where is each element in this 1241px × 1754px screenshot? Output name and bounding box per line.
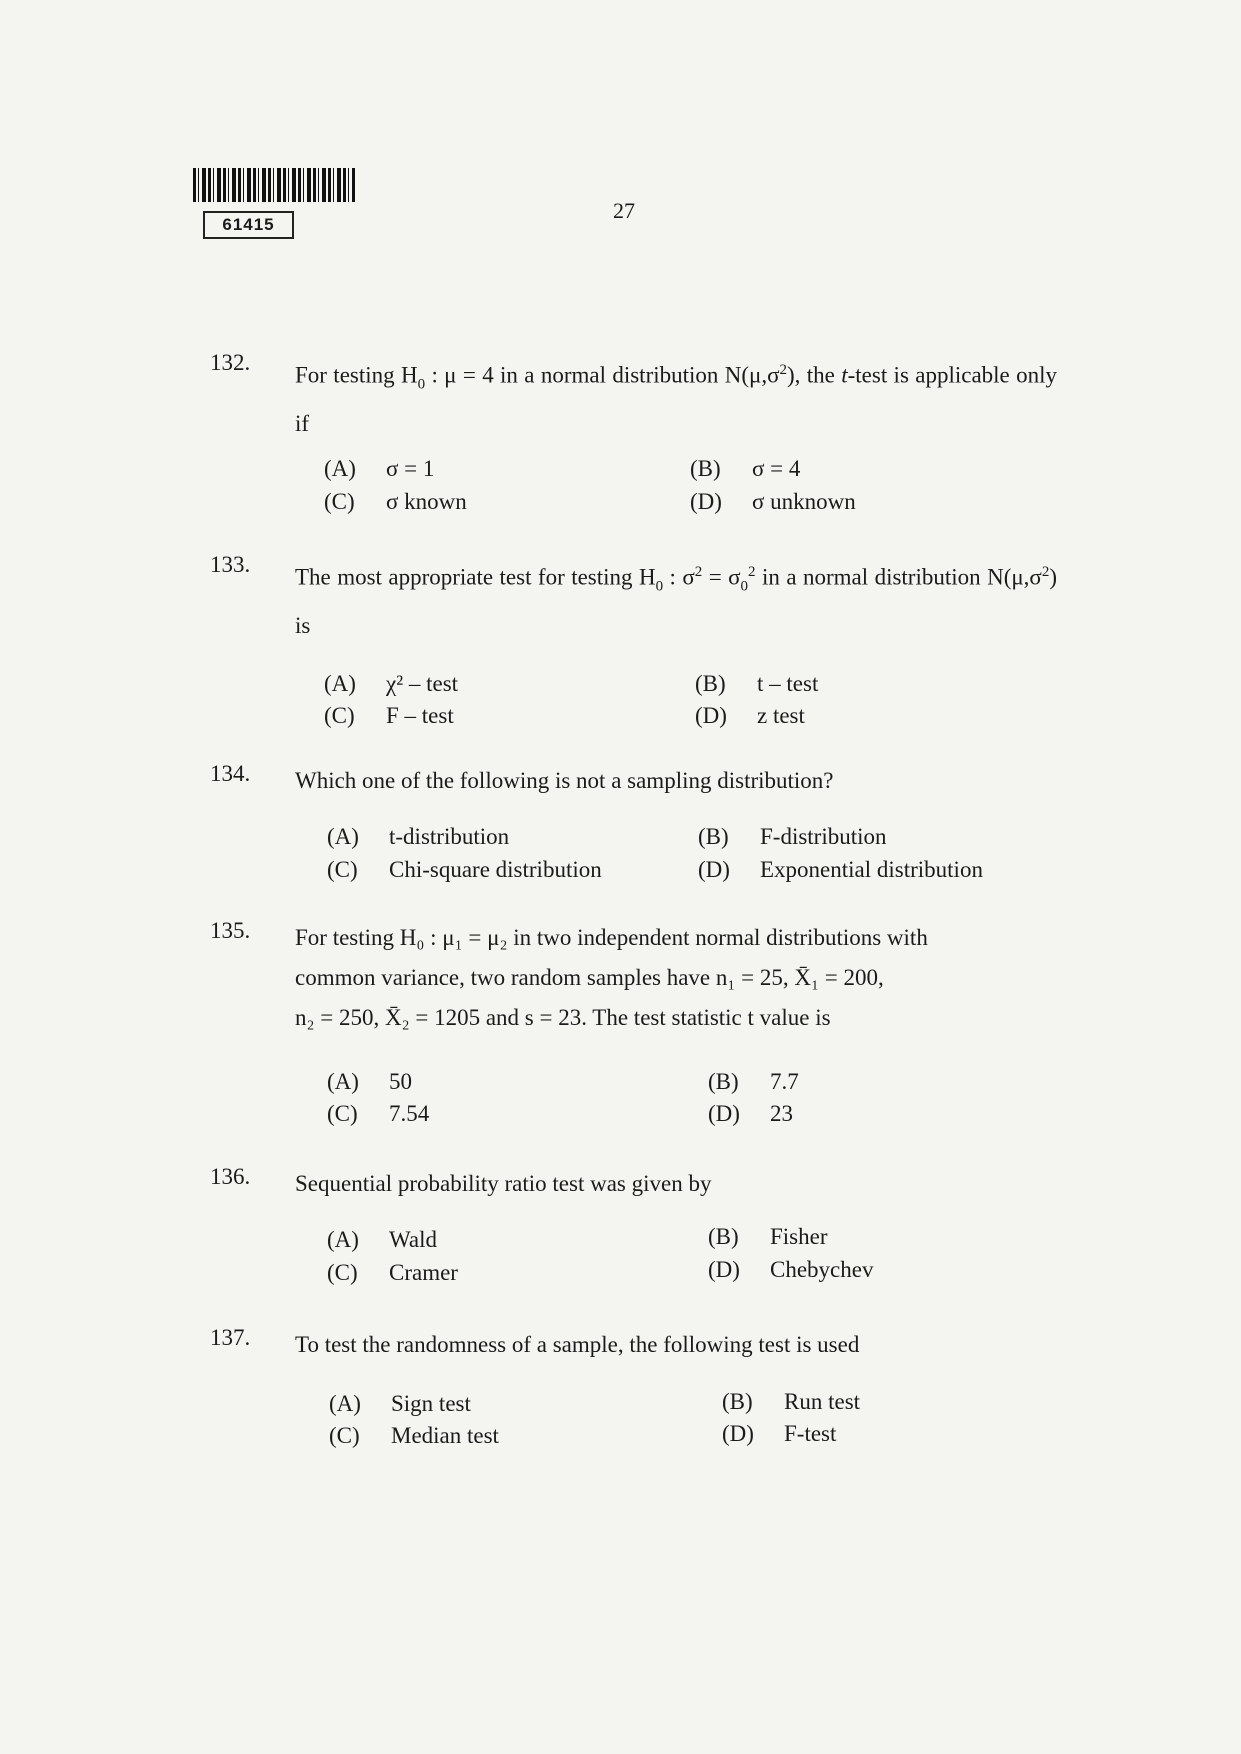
option-d[interactable]: (D) Chebychev xyxy=(708,1257,874,1282)
option-a[interactable]: (A) χ² – test xyxy=(324,671,459,696)
question-number: 132. xyxy=(210,350,251,375)
page-number: 27 xyxy=(613,198,635,223)
option-b[interactable]: (B) Run test xyxy=(722,1389,861,1414)
option-a[interactable]: (A) σ = 1 xyxy=(324,456,435,481)
question-line: For testing H₀ : μ₁ = μ₂ in two independent normal distributions with xyxy=(295,925,928,950)
option-c[interactable]: (C) Cramer xyxy=(327,1260,458,1285)
option-c[interactable]: (C) Median test xyxy=(329,1423,499,1448)
question-text xyxy=(295,918,1057,1038)
question-number: 134. xyxy=(210,761,251,786)
barcode xyxy=(193,168,355,202)
paper-code: 61415 xyxy=(203,211,294,239)
question-line: n₂ = 250, X̄₂ = 1205 and s = 23. The test statistic t value is xyxy=(295,1005,831,1030)
option-d[interactable]: (D) z test xyxy=(695,703,805,728)
question-number: 135. xyxy=(210,918,251,943)
option-b[interactable]: (B) F-distribution xyxy=(698,824,887,849)
question-number: 136. xyxy=(210,1164,251,1189)
option-c[interactable]: (C) σ known xyxy=(324,489,467,514)
question-number: 137. xyxy=(210,1325,251,1350)
option-a[interactable]: (A) Sign test xyxy=(329,1391,471,1416)
option-a[interactable]: (A) t-distribution xyxy=(327,824,510,849)
question-text: The most appropriate test for testing $H_0$ : $\sigma^2 = \sigma_0^2$ in a normal distribution $N(\mu,\sigma^2)$ is xyxy=(295,564,1057,639)
option-c[interactable]: (C) F – test xyxy=(324,703,454,728)
question-text: Which one of the following is not a sampling distribution? xyxy=(295,768,834,793)
option-d[interactable]: (D) F-test xyxy=(722,1421,837,1446)
option-b[interactable]: (B) σ = 4 xyxy=(690,456,801,481)
option-d[interactable]: (D) 23 xyxy=(708,1101,793,1126)
option-b[interactable]: (B) Fisher xyxy=(708,1224,828,1249)
option-c[interactable]: (C) Chi-square distribution xyxy=(327,857,602,882)
question-text: Sequential probability ratio test was given by xyxy=(295,1171,712,1196)
option-c[interactable]: (C) 7.54 xyxy=(327,1101,430,1126)
option-d[interactable]: (D) σ unknown xyxy=(690,489,856,514)
option-b[interactable]: (B) 7.7 xyxy=(708,1069,799,1094)
question-line: common variance, two random samples have n₁ = 25, X̄₁ = 200, xyxy=(295,965,884,990)
option-d[interactable]: (D) Exponential distribution xyxy=(698,857,983,882)
option-b[interactable]: (B) t – test xyxy=(695,671,819,696)
question-text: To test the randomness of a sample, the following test is used xyxy=(295,1332,860,1357)
option-a[interactable]: (A) Wald xyxy=(327,1227,437,1252)
option-a[interactable]: (A) 50 xyxy=(327,1069,412,1094)
question-text: For testing $H_0$ : μ = 4 in a normal distribution $N(\mu,\sigma^2)$, the t-test is applicable only if xyxy=(295,362,1057,437)
question-number: 133. xyxy=(210,552,251,577)
